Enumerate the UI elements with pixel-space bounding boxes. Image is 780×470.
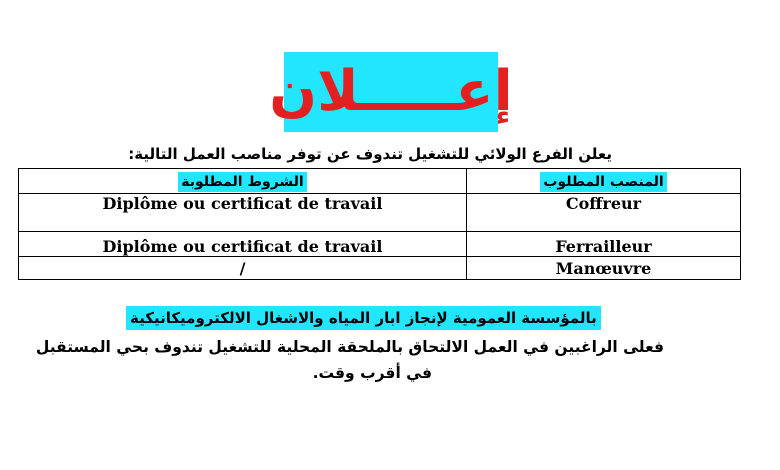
header-conditions: الشروط المطلوبة	[178, 172, 306, 192]
table-row	[19, 232, 741, 257]
header-post: المنصب المطلوب	[540, 172, 666, 192]
company-name: بالمؤسسة العمومية لإنجاز ابار المياه والاشغال الالكتروميكانيكية	[126, 306, 601, 330]
intro-text: يعلن الفرع الولائي للتشغيل تندوف عن توفر مناصب العمل التالية:	[128, 145, 612, 163]
table-header-row	[19, 169, 741, 194]
table-row	[19, 194, 741, 232]
announcement-title-box	[269, 52, 513, 132]
conditions-cell: Diplôme ou certificat de travail	[19, 194, 467, 232]
header-post-cell	[467, 169, 741, 194]
table-row	[19, 257, 741, 280]
post-cell: Manœuvre	[467, 257, 741, 280]
announcement-title: إعـــــلان	[269, 59, 513, 124]
post-cell: Coffreur	[467, 194, 741, 232]
instructions-text	[35, 334, 664, 386]
post-cell: Ferrailleur	[467, 232, 741, 257]
jobs-table	[18, 168, 741, 280]
header-conditions-cell	[19, 169, 467, 194]
instructions-line-1: فعلى الراغبين في العمل الالتحاق بالملحقة المحلية للتشغيل تندوف بحي المستقبل	[35, 338, 664, 356]
conditions-cell: Diplôme ou certificat de travail	[19, 232, 467, 257]
conditions-cell: /	[19, 257, 467, 280]
instructions-line-2: في أقرب وقت.	[312, 364, 432, 382]
